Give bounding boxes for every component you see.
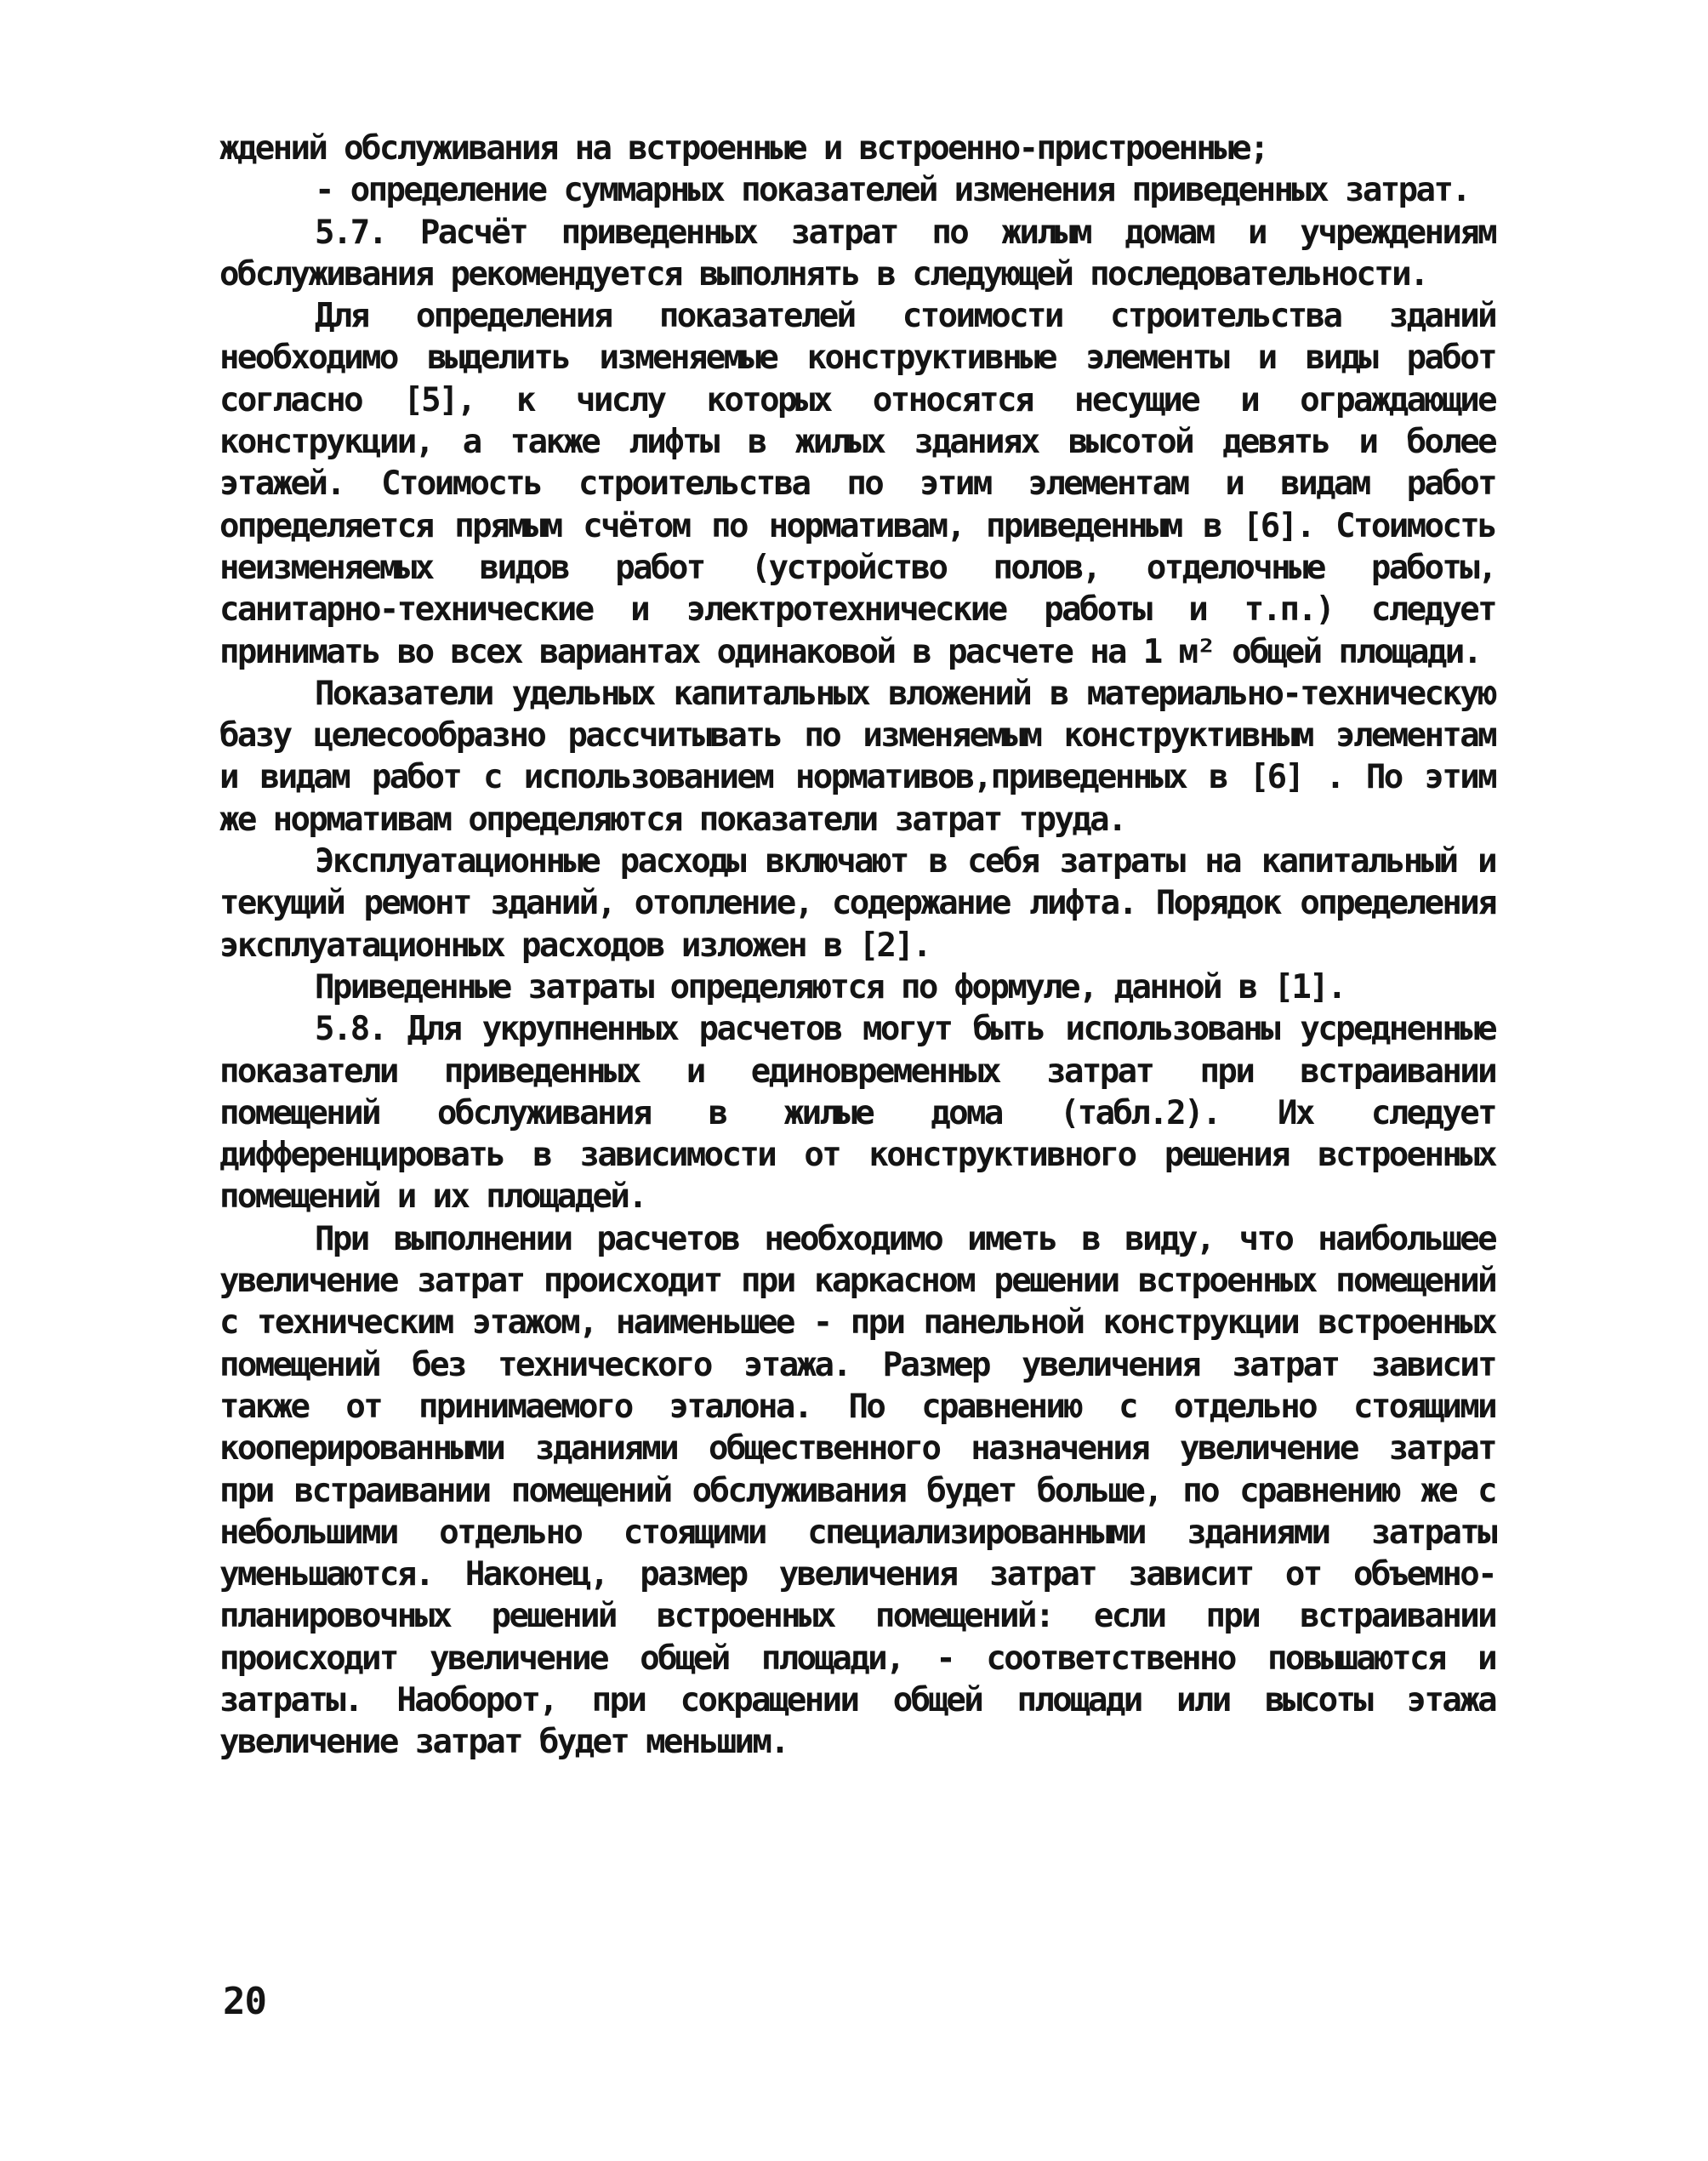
- paragraph-formula-reference: Приведенные затраты определяются по формуле, данной в [1].: [315, 967, 1346, 1006]
- paragraph-capital-investment: Показатели удельных капитальных вложений в материально-техническую базу целесообразно рассчитывать по изменяемым конструктивным элементам и видам работ с использованием нормативов,приведенных в [6] . По этим же нормативам определяются показатели затрат труда.: [219, 674, 1495, 839]
- page-number: 20: [223, 1980, 266, 2023]
- paragraph-construction-cost: Для определения показателей стоимости строительства зданий необходимо выделить изменяемые конструктивные элементы и виды работ согласно [5], к числу которых относятся несущие и ограждающие конструкции, а также лифты в жилых зданиях высотой девять и более этажей. Стоимость строительства по этим элементам и видам работ определяется прямым счётом по нормативам, приведенным в [6]. Стоимость неизменяемых видов работ (устройство полов, отделочные работы, санитарно-технические и электротехнические работы и т.п.) следует принимать во всех вариантах одинаковой в расчете на 1 м² общей площади.: [219, 297, 1495, 671]
- paragraph-continuation: ждений обслуживания на встроенные и встроенно-пристроенные;: [219, 129, 1267, 168]
- paragraph-calculation-notes: При выполнении расчетов необходимо иметь в виду, что наибольшее увеличение затрат происходит при каркасном решении встроенных помещений с техническим этажом, наименьшее - при панельной конструкции встроенных помещений без технического этажа. Размер увеличения затрат зависит также от принимаемого эталона. По сравнению с отдельно стоящими кооперированными зданиями общественного назначения увеличение затрат при встраивании помещений обслуживания будет больше, по сравнению же с небольшими отдельно стоящими специализированными зданиями затраты уменьшаются. Наконец, размер увеличения затрат зависит от объемно-планировочных решений встроенных помещений: если при встраивании происходит увеличение общей площади, - соответственно повышаются и затраты. Наоборот, при сокращении общей площади или высоты этажа увеличение затрат будет меньшим.: [219, 1219, 1495, 1762]
- body-text: [219, 128, 1495, 1764]
- paragraph-operating-costs: Эксплуатационные расходы включают в себя затраты на капитальный и текущий ремонт зданий, отопление, содержание лифта. Порядок определения эксплуатационных расходов изложен в [2].: [219, 842, 1495, 965]
- paragraph-section-5-7: 5.7. Расчёт приведенных затрат по жилым домам и учреждениям обслуживания рекомендуется выполнять в следующей последовательности.: [219, 213, 1495, 294]
- paragraph-list-item: - определение суммарных показателей изменения приведенных затрат.: [315, 171, 1470, 210]
- paragraph-section-5-8: 5.8. Для укрупненных расчетов могут быть использованы усредненные показатели приведенных и единовременных затрат при встраивании помещений обслуживания в жилые дома (табл.2). Их следует дифференцировать в зависимости от конструктивного решения встроенных помещений и их площадей.: [219, 1010, 1495, 1217]
